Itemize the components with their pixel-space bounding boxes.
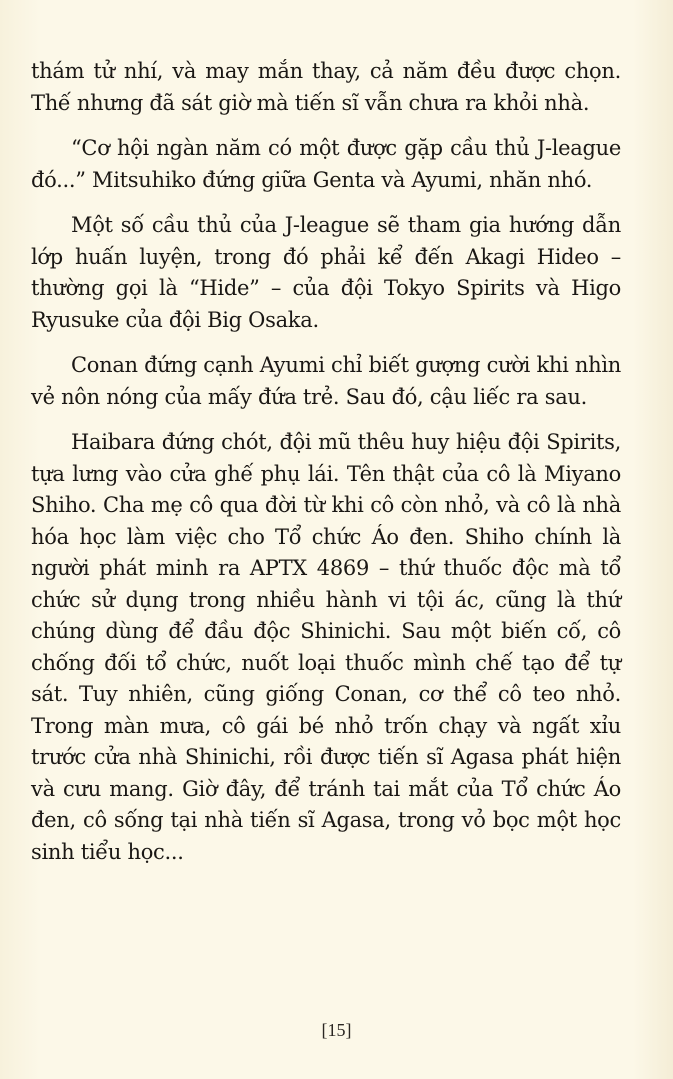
body-text bbox=[31, 56, 621, 882]
paragraph-2: “Cơ hội ngàn năm có một được gặp cầu thủ J-league đó...” Mitsuhiko đứng giữa Genta và Ayumi, nhăn nhó. bbox=[31, 136, 621, 192]
page-number: [15] bbox=[321, 1020, 352, 1040]
paragraph-4: Conan đứng cạnh Ayumi chỉ biết gượng cười khi nhìn vẻ nôn nóng của mấy đứa trẻ. Sau đó, cậu liếc ra sau. bbox=[31, 353, 621, 409]
paragraph-5: Haibara đứng chót, đội mũ thêu huy hiệu đội Spirits, tựa lưng vào cửa ghế phụ lái. Tên thật của cô là Miyano Shiho. Cha mẹ cô qua đời từ khi cô còn nhỏ, và cô là nhà hóa học làm việc cho Tổ chức Áo đen. Shiho chính là người phát minh ra APTX 4869 – thứ thuốc độc mà tổ chức sử dụng trong nhiều hành vi tội ác, cũng là thứ chúng dùng để đầu độc Shinichi. Sau một biến cố, cô chống đối tổ chức, nuốt loại thuốc mình chế tạo để tự sát. Tuy nhiên, cũng giống Conan, cơ thể cô teo nhỏ. Trong màn mưa, cô gái bé nhỏ trốn chạy và ngất xỉu trước cửa nhà Shinichi, rồi được tiến sĩ Agasa phát hiện và cưu mang. Giờ đây, để tránh tai mắt của Tổ chức Áo đen, cô sống tại nhà tiến sĩ Agasa, trong vỏ bọc một học sinh tiểu học... bbox=[31, 430, 621, 864]
paragraph-1: thám tử nhí, và may mắn thay, cả năm đều được chọn. Thế nhưng đã sát giờ mà tiến sĩ vẫn chưa ra khỏi nhà. bbox=[31, 59, 621, 115]
paragraph-3: Một số cầu thủ của J-league sẽ tham gia hướng dẫn lớp huấn luyện, trong đó phải kể đến Akagi Hideo – thường gọi là “Hide” – của đội Tokyo Spirits và Higo Ryusuke của đội Big Osaka. bbox=[31, 213, 621, 332]
